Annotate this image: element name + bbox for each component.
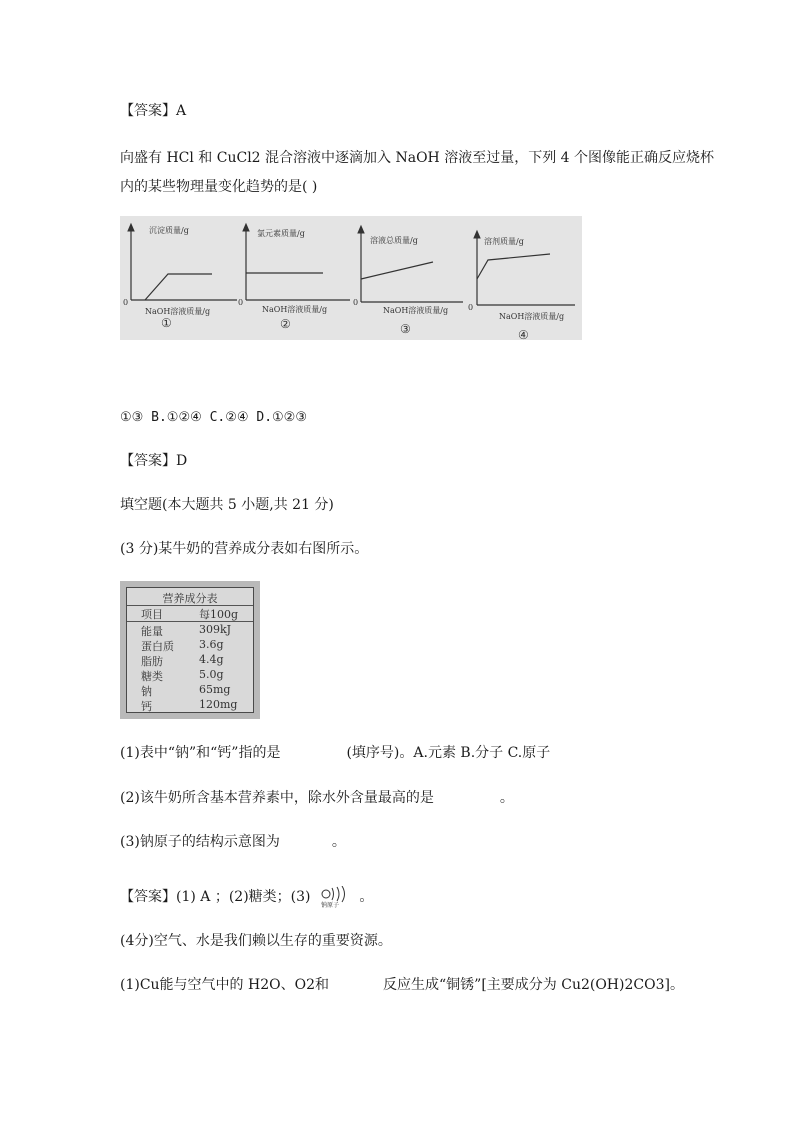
air-question: (4分)空气、水是我们赖以生存的重要资源。 xyxy=(120,933,392,949)
nutrition-row xyxy=(127,698,253,712)
q3-text-a: (3)钠原子的结构示意图为 xyxy=(120,834,280,850)
q2-text-b: 。 xyxy=(499,790,514,806)
nutrition-table-image xyxy=(120,581,260,719)
graph-4-number: ④ xyxy=(518,328,529,340)
answer3-text-a: 【答案】(1) A ；(2)糖类；(3) xyxy=(120,889,311,905)
graph-4-origin: 0 xyxy=(468,303,474,312)
nutrition-cell: 3.6g xyxy=(199,638,224,651)
graph-1-curve xyxy=(145,274,212,300)
graph-2-origin: 0 xyxy=(238,298,244,307)
q1-line xyxy=(120,743,550,763)
graph-1-number: ① xyxy=(161,316,172,330)
nutrition-row xyxy=(127,653,253,667)
answer-line-3 xyxy=(120,886,373,908)
nutrition-table xyxy=(126,587,254,713)
atom-label: 钠原子 xyxy=(320,902,339,908)
graph-1-arrow xyxy=(128,224,134,231)
graph-4-xlabel: NaOH溶液质量/g xyxy=(499,312,565,321)
graph-3-number: ③ xyxy=(400,322,411,336)
q3-text-b: 。 xyxy=(331,834,346,850)
nutrition-cell: 蛋白质 xyxy=(141,640,174,653)
nutrition-row xyxy=(127,638,253,652)
graph-3-ylabel: 溶液总质量/g xyxy=(370,236,418,245)
nutrition-header xyxy=(127,605,253,622)
atom-shell-1 xyxy=(332,888,334,900)
milk-question: (3 分)某牛奶的营养成分表如右图所示。 xyxy=(120,541,369,557)
q2-text-a: (2)该牛奶所含基本营养素中，除水外含量最高的是 xyxy=(120,790,434,806)
nutrition-cell: 糖类 xyxy=(141,670,163,683)
graph-3-xlabel: NaOH溶液质量/g xyxy=(383,306,449,315)
q1-text-b: (填序号)。A.元素 B.分子 C.原子 xyxy=(346,745,551,761)
q2-line xyxy=(120,788,514,808)
graph-1-origin: 0 xyxy=(123,298,129,307)
graph-4-ylabel: 溶剂质量/g xyxy=(484,237,524,246)
nutrition-cell: 钙 xyxy=(141,700,152,713)
answer-line-2: 【答案】D xyxy=(120,453,188,469)
nutrition-row xyxy=(127,623,253,637)
nutrition-cell: 309kJ xyxy=(199,623,232,636)
graph-2-ylabel: 氯元素质量/g xyxy=(257,229,305,238)
graph-2-number: ② xyxy=(280,317,291,331)
sodium-atom-diagram xyxy=(315,886,355,908)
atom-shell-3 xyxy=(342,886,345,902)
graph-4-curve xyxy=(477,254,550,279)
atom-nucleus xyxy=(322,890,330,898)
graph-figure xyxy=(120,216,582,340)
graph-1-xlabel: NaOH溶液质量/g xyxy=(145,307,211,316)
nutrition-title: 营养成分表 xyxy=(162,592,218,605)
nutrition-cell: 65mg xyxy=(199,683,231,696)
graph-4-arrow xyxy=(474,231,480,238)
graph-3-curve xyxy=(361,262,433,279)
atom-shell-2 xyxy=(337,887,339,901)
nutrition-cell: 5.0g xyxy=(199,668,224,681)
answer-line-1: 【答案】A xyxy=(120,103,187,119)
nutrition-header-per: 每100g xyxy=(199,608,239,621)
graph-1-ylabel: 沉淀质量/g xyxy=(149,226,189,235)
graph-2-arrow xyxy=(243,224,249,231)
nutrition-cell: 4.4g xyxy=(199,653,224,666)
graph-2-xlabel: NaOH溶液质量/g xyxy=(262,305,328,314)
nutrition-cell: 120mg xyxy=(199,698,238,711)
graph-3-origin: 0 xyxy=(353,298,359,307)
question-text-a: 向盛有 HCl 和 CuCl2 混合溶液中逐滴加入 NaOH 溶液至过量，下列 4 个图像能正确反应烧杯 xyxy=(120,150,715,166)
q3-line xyxy=(120,832,346,852)
nutrition-row xyxy=(127,683,253,697)
nutrition-header-item: 项目 xyxy=(141,608,163,621)
graph-svg xyxy=(120,216,582,340)
nutrition-cell: 能量 xyxy=(141,625,163,638)
section-heading: 填空题(本大题共 5 小题,共 21 分) xyxy=(120,497,334,513)
nutrition-cell: 脂肪 xyxy=(141,655,163,668)
answer3-text-b: 。 xyxy=(359,889,374,905)
cu-question-line xyxy=(120,975,684,995)
options-line: ①③ B.①②④ C.②④ D.①②③ xyxy=(120,410,307,425)
graph-3-arrow xyxy=(358,226,364,233)
question-text-b: 内的某些物理量变化趋势的是( ) xyxy=(120,179,318,195)
q1-text-a: (1)表中“钠”和“钙”指的是 xyxy=(120,745,281,761)
cu-text-b: 反应生成“铜锈”[主要成分为 Cu2(OH)2CO3]。 xyxy=(383,977,684,993)
nutrition-row xyxy=(127,668,253,682)
cu-text-a: (1)Cu能与空气中的 H2O、O2和 xyxy=(120,977,329,993)
nutrition-cell: 钠 xyxy=(141,685,152,698)
